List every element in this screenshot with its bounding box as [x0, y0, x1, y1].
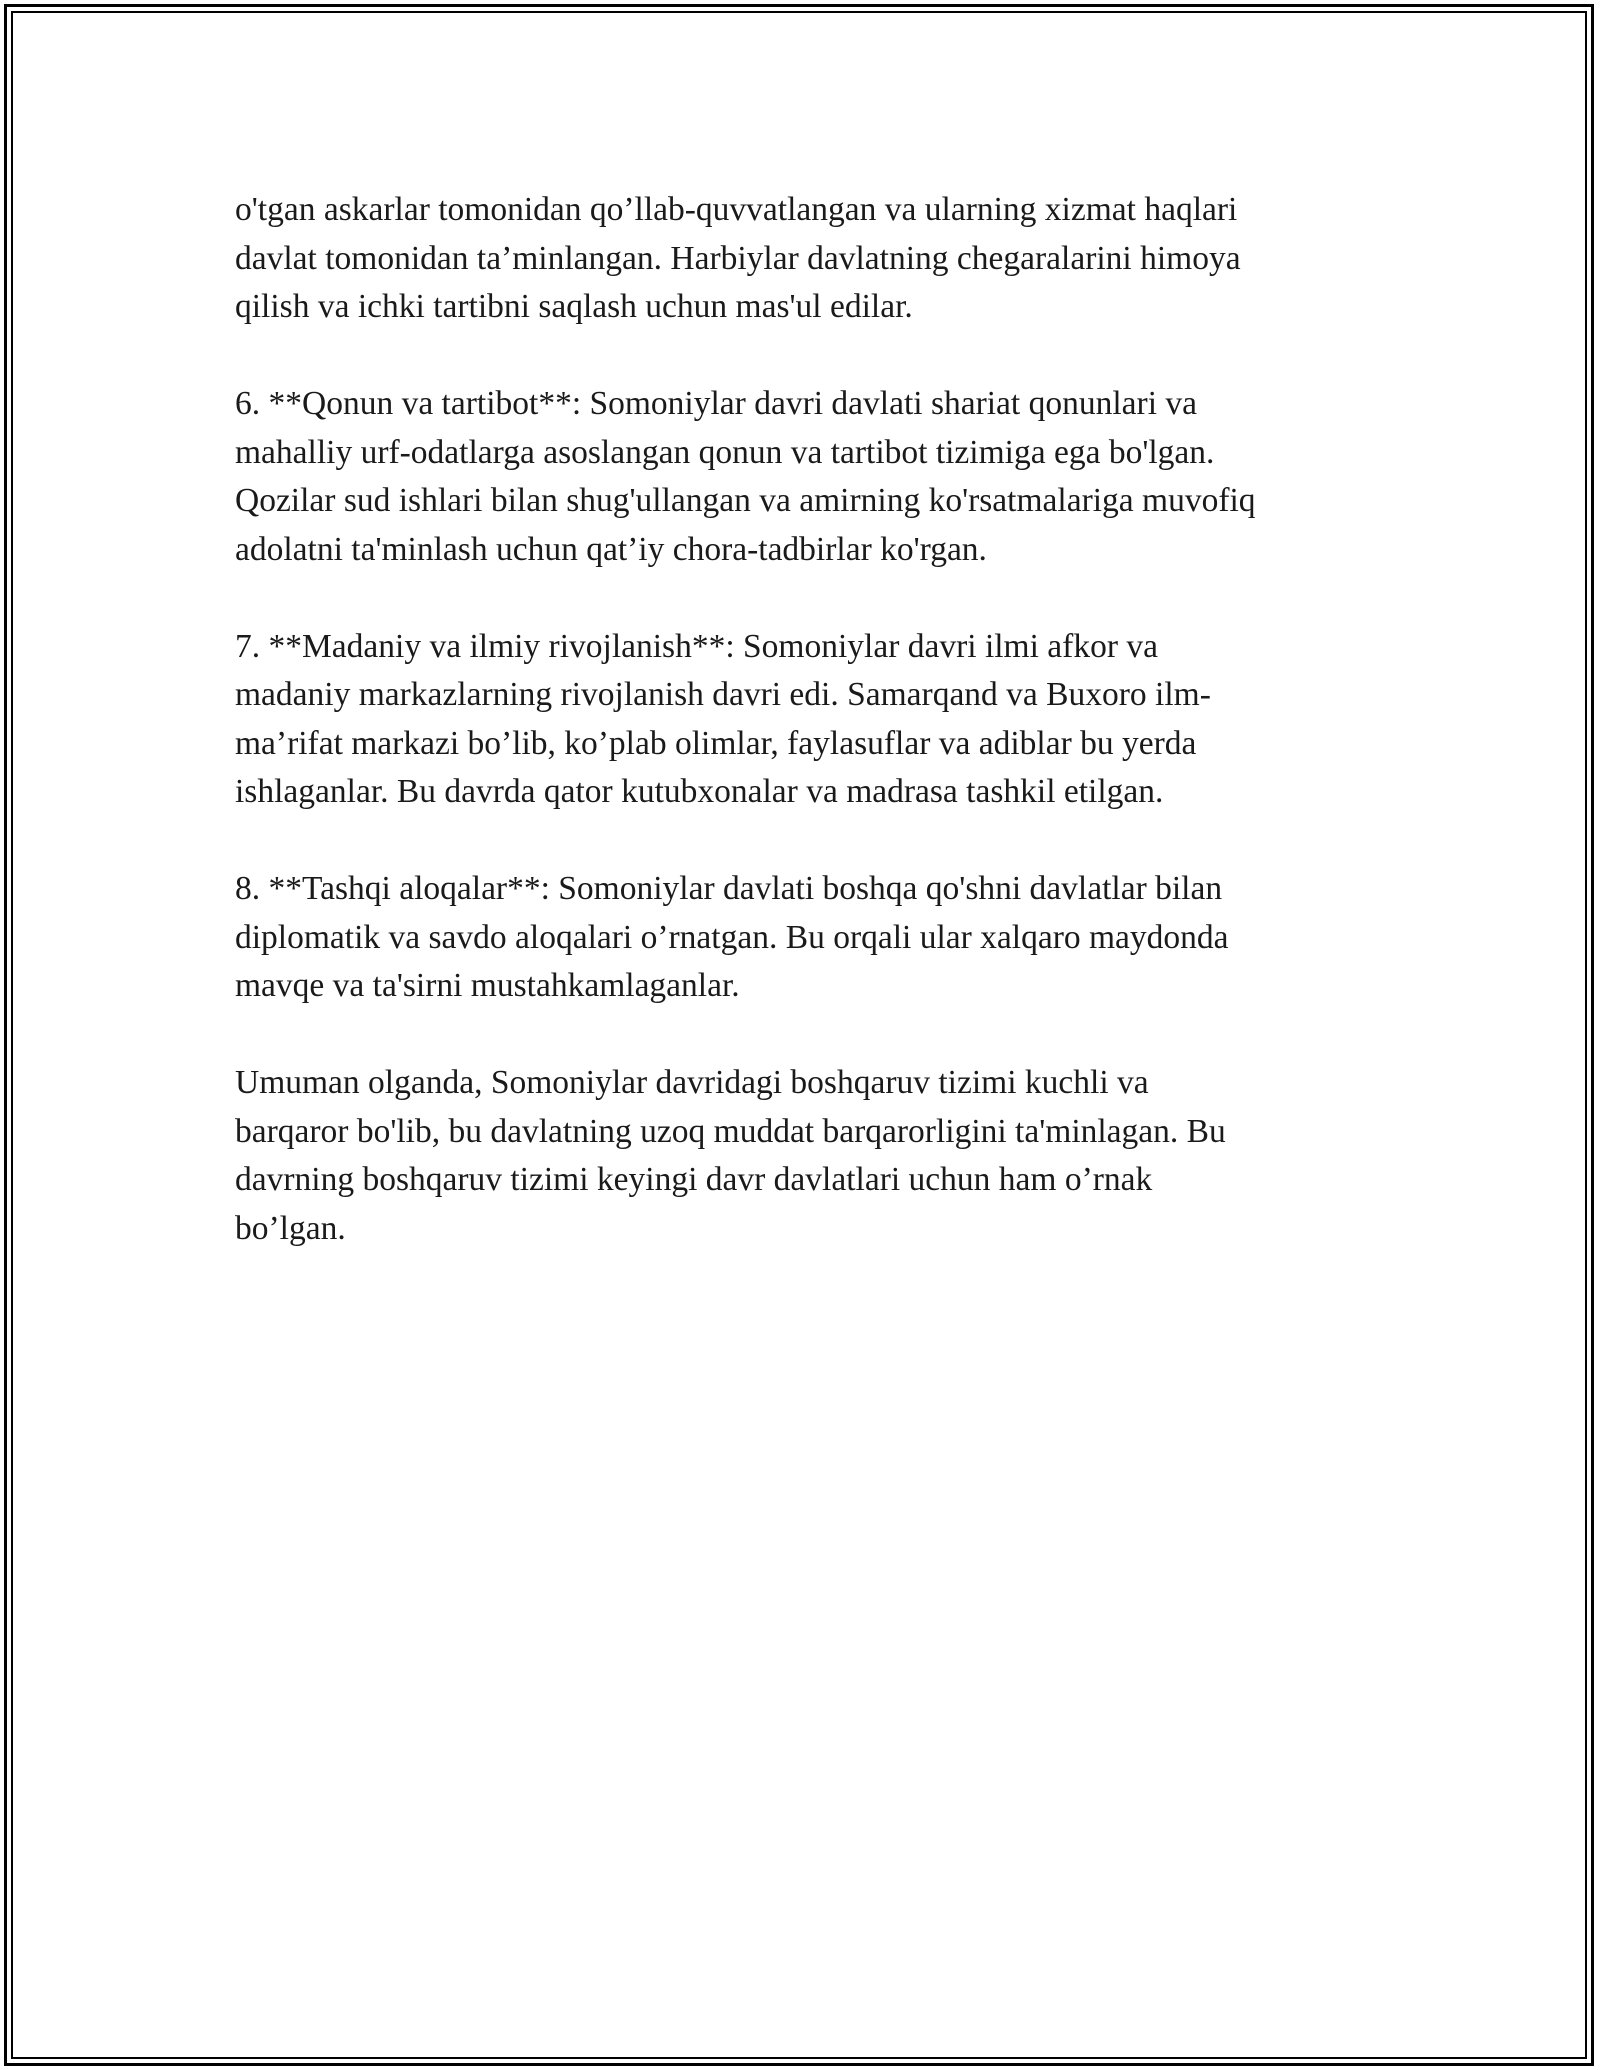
paragraph-military-continued: o'tgan askarlar tomonidan qo’llab-quvvatlangan va ularning xizmat haqlari davlat tomonidan ta’minlangan. Harbiylar davlatning chegaralarini himoya qilish va ichki tartibni saqlash uchun mas'ul edilar. — [235, 191, 1241, 325]
paragraph-law-and-order: 6. **Qonun va tartibot**: Somoniylar davri davlati shariat qonunlari va mahalliy urf-odatlarga asoslangan qonun va tartibot tizimiga ega bo'lgan. Qozilar sud ishlari bilan shug'ullangan va amirning ko'rsatmalariga muvofiq adolatni ta'minlash uchun qat’iy chora-tadbirlar ko'rgan. — [235, 385, 1256, 568]
document-body — [235, 186, 1365, 1253]
paragraph-conclusion: Umuman olganda, Somoniylar davridagi boshqaruv tizimi kuchli va barqaror bo'lib, bu davlatning uzoq muddat barqarorligini ta'minlagan. Bu davrning boshqaruv tizimi keyingi davr davlatlari uchun ham o’rnak bo’lgan. — [235, 1064, 1226, 1247]
paragraph-cultural-development: 7. **Madaniy va ilmiy rivojlanish**: Somoniylar davri ilmi afkor va madaniy markazlarning rivojlanish davri edi. Samarqand va Buxoro ilm- ma’rifat markazi bo’lib, ko’plab olimlar, faylasuflar va adiblar bu yerda ishlaganlar. Bu davrda qator kutubxonalar va madrasa tashkil etilgan. — [235, 627, 1211, 810]
paragraph-foreign-relations: 8. **Tashqi aloqalar**: Somoniylar davlati boshqa qo'shni davlatlar bilan diplomatik va savdo aloqalari o’rnatgan. Bu orqali ular xalqaro maydonda mavqe va ta'sirni mustahkamlaganlar. — [235, 870, 1229, 1004]
